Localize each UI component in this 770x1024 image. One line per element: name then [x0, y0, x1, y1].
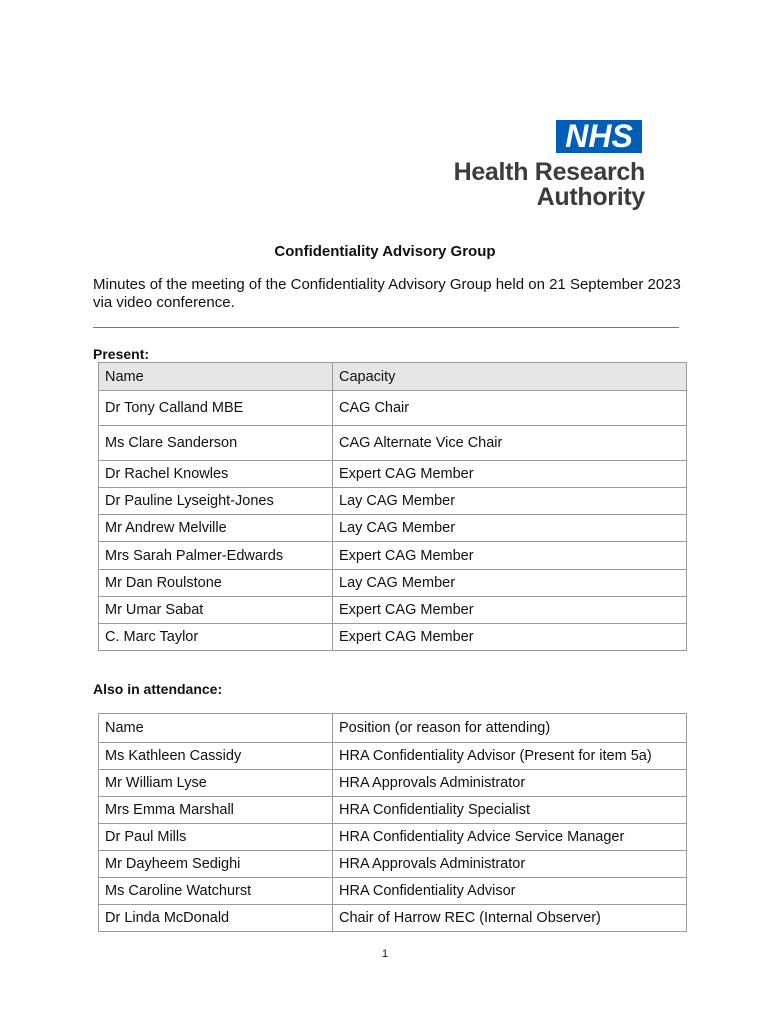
present-header-row	[99, 363, 687, 391]
role-cell: Lay CAG Member	[333, 515, 687, 542]
present-header-name: Name	[99, 363, 333, 391]
present-label: Present:	[93, 346, 150, 362]
role-cell: Expert CAG Member	[333, 597, 687, 624]
present-header-capacity: Capacity	[333, 363, 687, 391]
table-row	[99, 878, 687, 905]
name-cell: Ms Clare Sanderson	[99, 426, 333, 461]
attendance-label: Also in attendance:	[93, 681, 223, 697]
role-cell: Expert CAG Member	[333, 624, 687, 651]
table-row	[99, 824, 687, 851]
table-row	[99, 426, 687, 461]
name-cell: Dr Paul Mills	[99, 824, 333, 851]
attendance-header-name: Name	[99, 714, 333, 743]
name-cell: Dr Pauline Lyseight-Jones	[99, 488, 333, 515]
name-cell: Dr Tony Calland MBE	[99, 391, 333, 426]
name-cell: Mrs Sarah Palmer-Edwards	[99, 542, 333, 570]
divider	[93, 327, 679, 328]
name-cell: Mr Umar Sabat	[99, 597, 333, 624]
present-table	[98, 362, 687, 651]
role-cell: Expert CAG Member	[333, 461, 687, 488]
table-row	[99, 570, 687, 597]
table-row	[99, 515, 687, 542]
role-cell: CAG Alternate Vice Chair	[333, 426, 687, 461]
table-row	[99, 851, 687, 878]
logo-line-1: Health Research	[453, 158, 645, 186]
name-cell: Mr Dan Roulstone	[99, 570, 333, 597]
name-cell: Mr Dayheem Sedighi	[99, 851, 333, 878]
document-title: Confidentiality Advisory Group	[274, 243, 496, 260]
role-cell: HRA Approvals Administrator	[333, 851, 687, 878]
role-cell: HRA Confidentiality Advisor	[333, 878, 687, 905]
page-number: 1	[381, 948, 389, 960]
attendance-table	[98, 713, 687, 932]
role-cell: HRA Approvals Administrator	[333, 770, 687, 797]
nhs-logo-box: NHS	[556, 120, 642, 153]
name-cell: C. Marc Taylor	[99, 624, 333, 651]
role-cell: HRA Confidentiality Specialist	[333, 797, 687, 824]
table-row	[99, 624, 687, 651]
role-cell: HRA Confidentiality Advice Service Manager	[333, 824, 687, 851]
role-cell: Lay CAG Member	[333, 488, 687, 515]
role-cell: Lay CAG Member	[333, 570, 687, 597]
name-cell: Dr Rachel Knowles	[99, 461, 333, 488]
name-cell: Mr William Lyse	[99, 770, 333, 797]
attendance-header-position: Position (or reason for attending)	[333, 714, 687, 743]
table-row	[99, 597, 687, 624]
name-cell: Ms Kathleen Cassidy	[99, 743, 333, 770]
role-cell: CAG Chair	[333, 391, 687, 426]
table-row	[99, 770, 687, 797]
table-row	[99, 461, 687, 488]
table-row	[99, 743, 687, 770]
name-cell: Mrs Emma Marshall	[99, 797, 333, 824]
table-row	[99, 391, 687, 426]
role-cell: Chair of Harrow REC (Internal Observer)	[333, 905, 687, 932]
table-row	[99, 542, 687, 570]
intro-paragraph: Minutes of the meeting of the Confidentiality Advisory Group held on 21 September 2023 via video conference.	[93, 276, 681, 311]
attendance-header-row	[99, 714, 687, 743]
role-cell: HRA Confidentiality Advisor (Present for item 5a)	[333, 743, 687, 770]
name-cell: Mr Andrew Melville	[99, 515, 333, 542]
table-row	[99, 488, 687, 515]
logo-line-2: Authority	[536, 183, 645, 211]
name-cell: Ms Caroline Watchurst	[99, 878, 333, 905]
table-row	[99, 905, 687, 932]
table-row	[99, 797, 687, 824]
name-cell: Dr Linda McDonald	[99, 905, 333, 932]
role-cell: Expert CAG Member	[333, 542, 687, 570]
